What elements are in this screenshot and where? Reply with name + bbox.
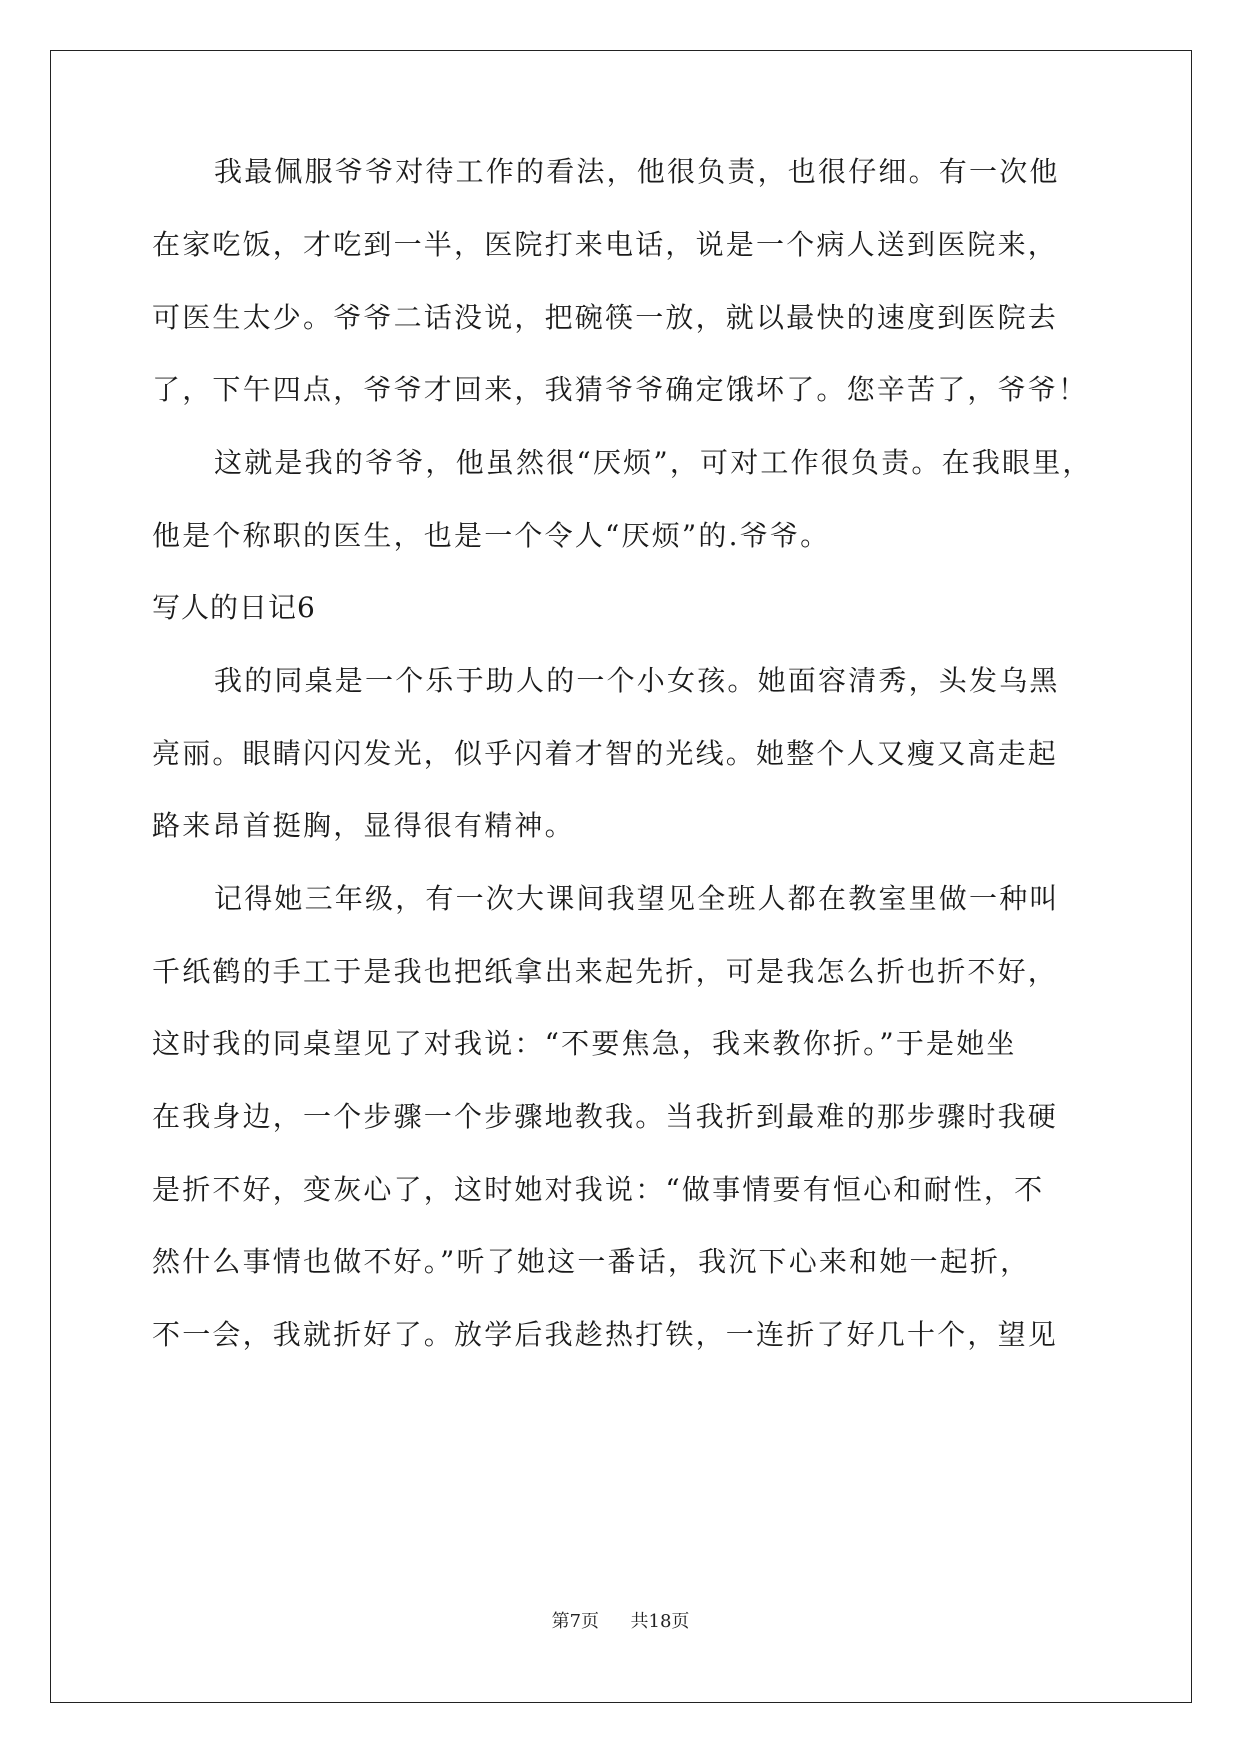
paragraph-line: 可医生太少。爷爷二话没说，把碗筷一放，就以最快的速度到医院去 [152,301,1059,334]
paragraph-line: 千纸鹤的手工于是我也把纸拿出来起先折，可是我怎么折也折不好， [152,955,1059,988]
paragraph-line: 记得她三年级，有一次大课间我望见全班人都在教室里做一种叫 [214,882,1060,915]
paragraph-line: 他是个称职的医生，也是一个令人“厌烦”的.爷爷。 [152,519,831,552]
section-heading: 写人的日记6 [152,591,316,624]
paragraph-line: 我最佩服爷爷对待工作的看法，他很负责，也很仔细。有一次他 [214,155,1060,188]
paragraph-line: 然什么事情也做不好。”听了她这一番话，我沉下心来和她一起折， [152,1245,1031,1278]
page-footer [0,1610,1241,1634]
paragraph-line: 路来昂首挺胸，显得很有精神。 [152,809,575,842]
paragraph-line: 了，下午四点，爷爷才回来，我猜爷爷确定饿坏了。您辛苦了，爷爷！ [152,373,1089,406]
paragraph-line: 不一会，我就折好了。放学后我趁热打铁，一连折了好几十个，望见 [152,1318,1059,1351]
paragraph-line: 在我身边，一个步骤一个步骤地教我。当我折到最难的那步骤时我硬 [152,1100,1059,1133]
paragraph-line: 在家吃饭，才吃到一半，医院打来电话，说是一个病人送到医院来， [152,228,1059,261]
page-number: 第7页 [551,1611,600,1632]
paragraph-line: 亮丽。眼睛闪闪发光，似乎闪着才智的光线。她整个人又瘦又高走起 [152,737,1059,770]
paragraph-line: 这就是我的爷爷，他虽然很“厌烦”，可对工作很负责。在我眼里， [214,446,1093,479]
page-total: 共18页 [630,1611,690,1632]
paragraph-line: 这时我的同桌望见了对我说：“不要焦急，我来教你折。”于是她坐 [152,1027,1017,1060]
paragraph-line: 是折不好，变灰心了，这时她对我说：“做事情要有恒心和耐性，不 [152,1173,1045,1206]
paragraph-line: 我的同桌是一个乐于助人的一个小女孩。她面容清秀，头发乌黑 [214,664,1060,697]
